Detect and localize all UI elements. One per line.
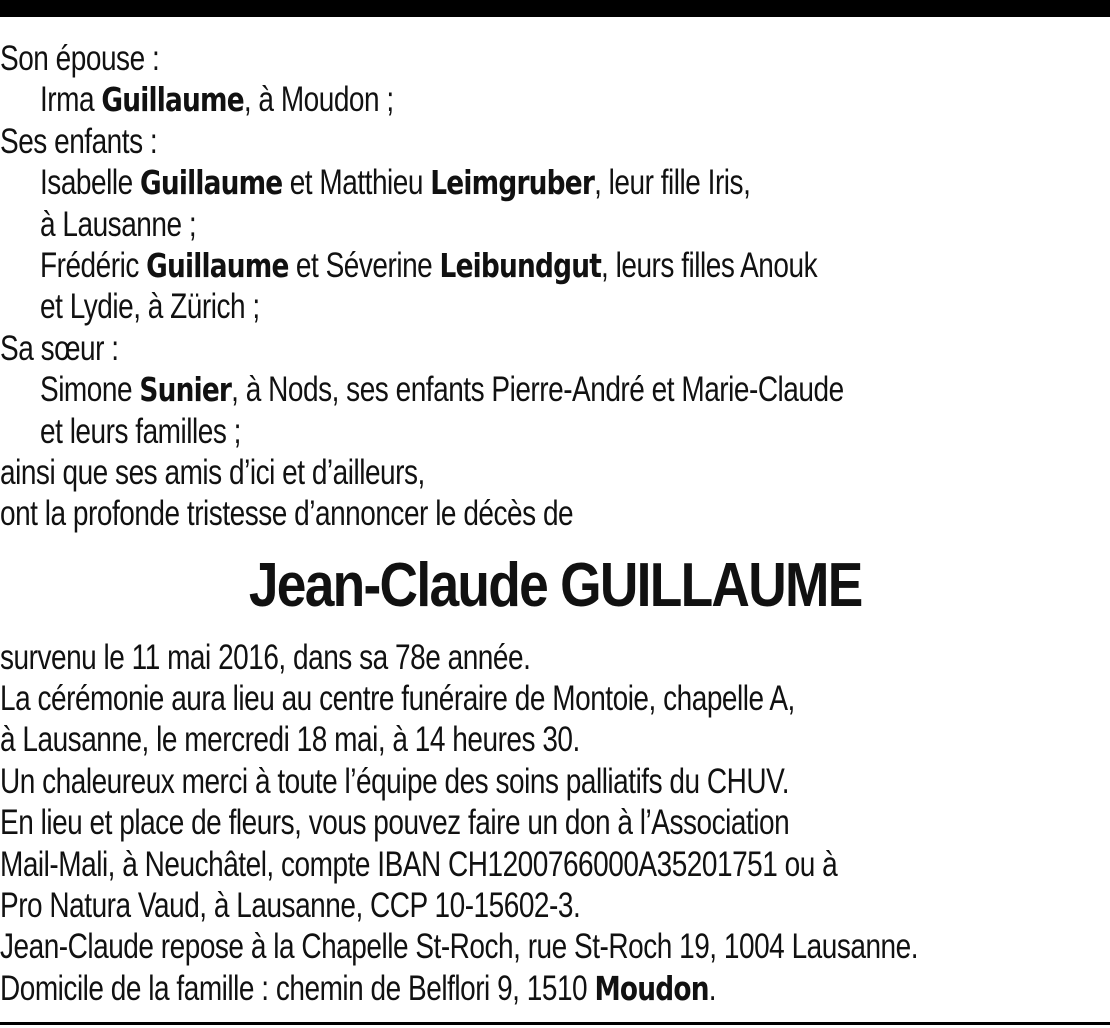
details-text-8: Jean-Claude repose à la Chapelle St-Roch, rue St-Roch 19, 1004 Lausanne. (0, 927, 919, 967)
details-line-8 (0, 926, 1110, 967)
details-text-7: Pro Natura Vaud, à Lausanne, CCP 10-15602-3. (0, 886, 581, 926)
domicile-address: Domicile de la famille : chemin de Belflori 9, 1510 (0, 968, 595, 1008)
child2-last-name: Guillaume (146, 245, 289, 285)
spouse-label-text: Son épouse : (0, 39, 160, 78)
spouse-place: , à Moudon ; (243, 80, 394, 120)
details-text-6: Mail-Mali, à Neuchâtel, compte IBAN CH1200766000A35201751 ou à (0, 844, 838, 884)
announce-line (0, 493, 1110, 534)
sister-line (0, 369, 1110, 410)
child2-place (0, 286, 1110, 327)
details-line-4 (0, 761, 1110, 802)
spouse-first-name: Irma (40, 80, 102, 120)
deceased-name-block (0, 535, 1110, 637)
details-text-2: La cérémonie aura lieu au centre funéraire de Montoie, chapelle A, (0, 679, 795, 719)
domicile-period: . (708, 968, 716, 1008)
sister-first-name: Simone (40, 370, 140, 410)
details-line-5 (0, 802, 1110, 843)
sister-label (0, 328, 1110, 369)
sister-families (0, 411, 1110, 452)
domicile-town: Moudon (594, 968, 709, 1008)
obituary-notice (0, 38, 1110, 1009)
child1-place (0, 204, 1110, 245)
friends-text: ainsi que ses amis d’ici et d’ailleurs, (0, 452, 425, 492)
children-label-text: Ses enfants : (0, 121, 158, 161)
details-line-9 (0, 968, 1110, 1009)
details-text-1: survenu le 11 mai 2016, dans sa 78e année. (0, 637, 531, 677)
details-line-3 (0, 719, 1110, 760)
sister-label-text: Sa sœur : (0, 328, 119, 368)
child2-place-text: et Lydie, à Zürich ; (40, 287, 260, 327)
sister-families-text: et leurs familles ; (40, 411, 241, 451)
child1-first-name: Isabelle (40, 163, 140, 203)
sister-rest: , à Nods, ses enfants Pierre-André et Marie-Claude (231, 370, 844, 410)
announce-text: ont la profonde tristesse d’annoncer le décès de (0, 494, 574, 534)
bottom-rule (0, 1022, 1110, 1025)
top-rule (0, 0, 1110, 17)
spouse-line (0, 79, 1110, 120)
child1-rest: , leur fille Iris, (594, 163, 751, 203)
child1-line (0, 162, 1110, 203)
child2-rest: , leurs filles Anouk (601, 245, 818, 285)
details-line-7 (0, 885, 1110, 926)
details-line-6 (0, 844, 1110, 885)
child2-first-name: Frédéric (40, 245, 147, 285)
child1-partner-first: et Matthieu (282, 163, 431, 203)
child2-line (0, 245, 1110, 286)
child1-partner-last-name: Leimgruber (430, 163, 595, 203)
details-text-5: En lieu et place de fleurs, vous pouvez faire un don à l’Association (0, 803, 790, 843)
spouse-last-name: Guillaume (101, 80, 244, 120)
sister-last-name: Sunier (139, 370, 232, 410)
child2-partner-first: et Séverine (288, 245, 440, 285)
deceased-name: Jean-Claude GUILLAUME (248, 550, 862, 620)
child1-place-text: à Lausanne ; (40, 204, 197, 244)
details-line-1 (0, 637, 1110, 678)
child2-partner-last-name: Leibundgut (439, 245, 602, 285)
details-text-3: à Lausanne, le mercredi 18 mai, à 14 heures 30. (0, 720, 580, 760)
children-label (0, 121, 1110, 162)
spouse-label (0, 38, 1110, 79)
child1-last-name: Guillaume (139, 163, 283, 203)
details-line-2 (0, 678, 1110, 719)
details-text-4: Un chaleureux merci à toute l’équipe des soins palliatifs du CHUV. (0, 761, 790, 801)
friends-line (0, 452, 1110, 493)
